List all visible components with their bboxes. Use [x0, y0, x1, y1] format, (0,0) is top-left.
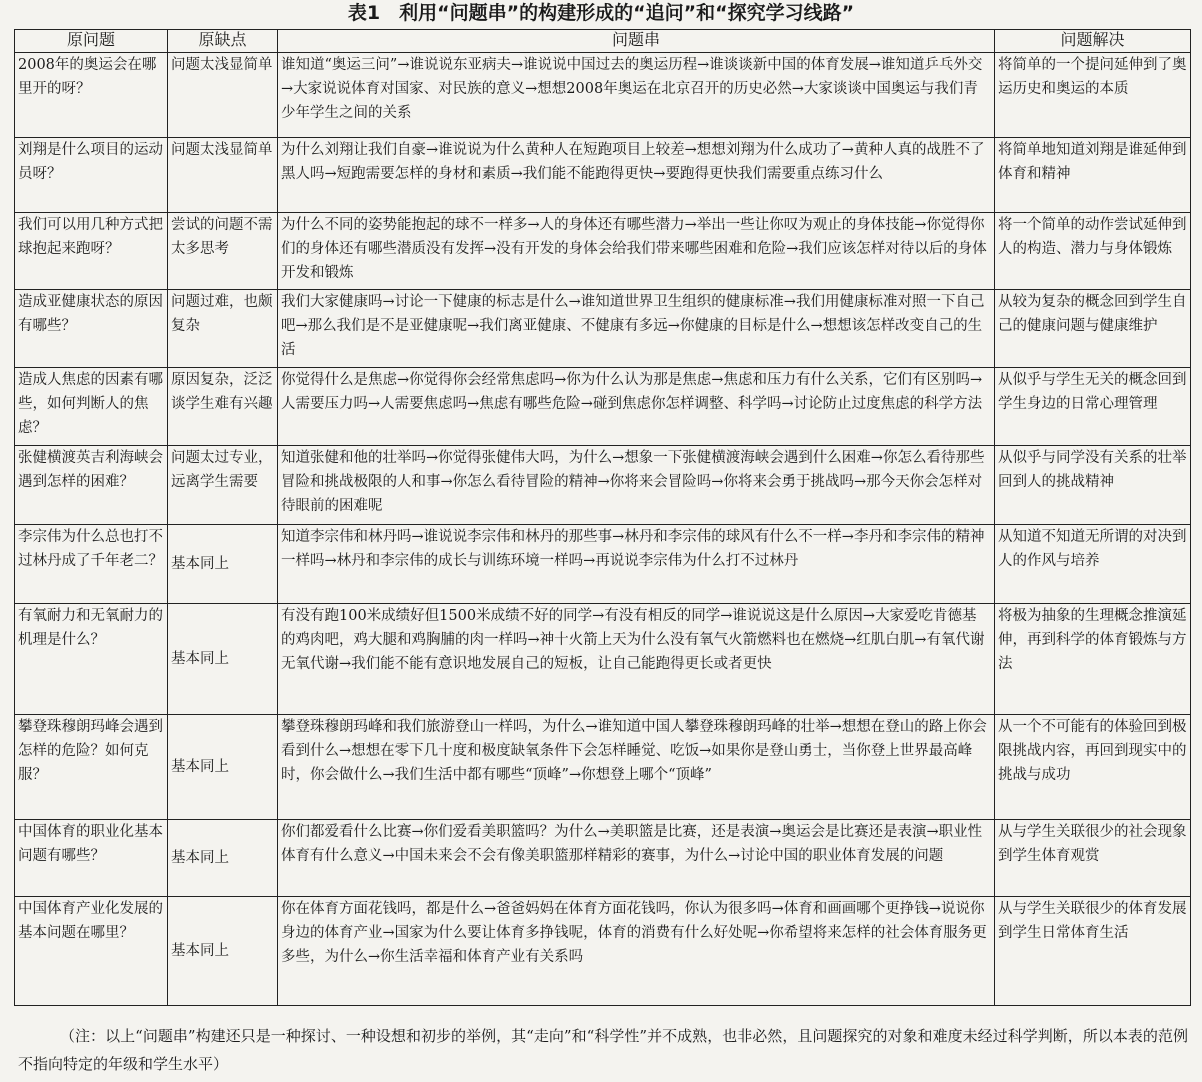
original-question-cell: 2008年的奥运会在哪里开的呀？: [15, 53, 168, 138]
question-chain-cell: 攀登珠穆朗玛峰和我们旅游登山一样吗，为什么→谁知道中国人攀登珠穆朗玛峰的壮举→想想在登山的路上你会看到什么→想想在零下几十度和极度缺氧条件下会怎样睡觉、吃饭→如果你是登山勇士，当你登上世界最高峰时，你会做什么→我们生活中都有哪些“顶峰”→你想登上哪个“顶峰”: [278, 715, 995, 820]
table-row: [15, 820, 1191, 897]
original-question-cell: 造成人焦虑的因素有哪些，如何判断人的焦虑？: [15, 368, 168, 446]
solution-cell: 从一个不可能有的体验回到极限挑战内容，再回到现实中的挑战与成功: [995, 715, 1191, 820]
question-chain-cell: 为什么刘翔让我们自豪→谁说说为什么黄种人在短跑项目上较差→想想刘翔为什么成功了→黄种人真的战胜不了黑人吗→短跑需要怎样的身材和素质→我们能不能跑得更快→要跑得更快我们需要重点练习什么: [278, 138, 995, 213]
question-chain-cell: 你觉得什么是焦虑→你觉得你会经常焦虑吗→你为什么认为那是焦虑→焦虑和压力有什么关系，它们有区别吗→人需要压力吗→人需要焦虑吗→焦虑有哪些危险→碰到焦虑你怎样调整、科学吗→讨论防止过度焦虑的科学方法: [278, 368, 995, 446]
original-question-cell: 中国体育的职业化基本问题有哪些？: [15, 820, 168, 897]
table-row: [15, 138, 1191, 213]
solution-cell: 将极为抽象的生理概念推演延伸，再到科学的体育锻炼与方法: [995, 604, 1191, 715]
question-chain-cell: 知道李宗伟和林丹吗→谁说说李宗伟和林丹的那些事→林丹和李宗伟的球风有什么不一样→李丹和李宗伟的精神一样吗→林丹和李宗伟的成长与训练环境一样吗→再说说李宗伟为什么打不过林丹: [278, 525, 995, 604]
solution-cell: 从知道不知道无所谓的对决到人的作风与培养: [995, 525, 1191, 604]
shortcoming-cell: 基本同上: [168, 525, 278, 604]
shortcoming-cell: 问题过难，也颇复杂: [168, 290, 278, 368]
shortcoming-cell: 基本同上: [168, 897, 278, 1006]
table-row: [15, 53, 1191, 138]
shortcoming-cell: 原因复杂，泛泛谈学生难有兴趣: [168, 368, 278, 446]
question-chain-cell: 你在体育方面花钱吗，都是什么→爸爸妈妈在体育方面花钱吗，你认为很多吗→体育和画画哪个更挣钱→说说你身边的体育产业→国家为什么要让体育多挣钱呢，体育的消费有什么好处呢→你希望将来怎样的社会体育服务更多些，为什么→你生活幸福和体育产业有关系吗: [278, 897, 995, 1006]
table-row: [15, 897, 1191, 1006]
original-question-cell: 造成亚健康状态的原因有哪些？: [15, 290, 168, 368]
table-row: [15, 213, 1191, 290]
solution-cell: 将简单地知道刘翔是谁延伸到体育和精神: [995, 138, 1191, 213]
table-row: [15, 446, 1191, 525]
table-row: [15, 604, 1191, 715]
shortcoming-cell: 基本同上: [168, 820, 278, 897]
table-footnote: （注：以上“问题串”构建还只是一种探讨、一种设想和初步的举例，其“走向”和“科学性”并不成熟，也非必然，且问题探究的对象和难度未经过科学判断，所以本表的范例不指向特定的年级和学生水平）: [18, 1027, 1188, 1073]
question-chain-cell: 知道张健和他的壮举吗→你觉得张健伟大吗，为什么→想象一下张健横渡海峡会遇到什么困难→你怎么看待那些冒险和挑战极限的人和事→你怎么看待冒险的精神→你将来会冒险吗→你将来会勇于挑战吗→那今天你会怎样对待眼前的困难呢: [278, 446, 995, 525]
table-row: [15, 368, 1191, 446]
shortcoming-cell: 尝试的问题不需太多思考: [168, 213, 278, 290]
solution-cell: 从似乎与同学没有关系的壮举回到人的挑战精神: [995, 446, 1191, 525]
solution-cell: 从似乎与学生无关的概念回到学生身边的日常心理管理: [995, 368, 1191, 446]
header-original-shortcoming: 原缺点: [168, 30, 278, 53]
original-question-cell: 刘翔是什么项目的运动员呀？: [15, 138, 168, 213]
solution-cell: 从与学生关联很少的体育发展到学生日常体育生活: [995, 897, 1191, 1006]
shortcoming-cell: 问题太过专业，远离学生需要: [168, 446, 278, 525]
original-question-cell: 李宗伟为什么总也打不过林丹成了千年老二？: [15, 525, 168, 604]
original-question-cell: 我们可以用几种方式把球抱起来跑呀？: [15, 213, 168, 290]
question-chain-cell: 你们都爱看什么比赛→你们爱看美职篮吗？为什么→美职篮是比赛，还是表演→奥运会是比赛还是表演→职业性体育有什么意义→中国未来会不会有像美职篮那样精彩的赛事，为什么→讨论中国的职业体育发展的问题: [278, 820, 995, 897]
shortcoming-cell: 基本同上: [168, 715, 278, 820]
solution-cell: 从与学生关联很少的社会现象到学生体育观赏: [995, 820, 1191, 897]
question-chain-table: [14, 29, 1191, 1006]
question-chain-cell: 我们大家健康吗→讨论一下健康的标志是什么→谁知道世界卫生组织的健康标准→我们用健康标准对照一下自己吧→那么我们是不是亚健康呢→我们离亚健康、不健康有多远→你健康的目标是什么→想想该怎样改变自己的生活: [278, 290, 995, 368]
header-original-question: 原问题: [15, 30, 168, 53]
question-chain-cell: 为什么不同的姿势能抱起的球不一样多→人的身体还有哪些潜力→举出一些让你叹为观止的身体技能→你觉得你们的身体还有哪些潜质没有发挥→没有开发的身体会给我们带来哪些困难和危险→我们应该怎样对待以后的身体开发和锻炼: [278, 213, 995, 290]
solution-cell: 将简单的一个提问延伸到了奥运历史和奥运的本质: [995, 53, 1191, 138]
header-question-chain: 问题串: [278, 30, 995, 53]
table-header-row: [15, 30, 1191, 53]
table-title: 表1 利用“问题串”的构建形成的“追问”和“探究学习线路”: [347, 2, 855, 24]
question-chain-cell: 有没有跑100米成绩好但1500米成绩不好的同学→有没有相反的同学→谁说说这是什么原因→大家爱吃肯德基的鸡肉吧，鸡大腿和鸡胸脯的肉一样吗→神十火箭上天为什么没有氧气火箭燃料也在燃烧→红肌白肌→有氧代谢无氧代谢→我们能不能有意识地发展自己的短板，让自己能跑得更长或者更快: [278, 604, 995, 715]
original-question-cell: 中国体育产业化发展的基本问题在哪里？: [15, 897, 168, 1006]
original-question-cell: 张健横渡英吉利海峡会遇到怎样的困难？: [15, 446, 168, 525]
question-chain-cell: 谁知道“奥运三问”→谁说说东亚病夫→谁说说中国过去的奥运历程→谁谈谈新中国的体育发展→谁知道乒乓外交→大家说说体育对国家、对民族的意义→想想2008年奥运在北京召开的历史必然→大家谈谈中国奥运与我们青少年学生之间的关系: [278, 53, 995, 138]
shortcoming-cell: 问题太浅显简单: [168, 53, 278, 138]
shortcoming-cell: 问题太浅显简单: [168, 138, 278, 213]
original-question-cell: 有氧耐力和无氧耐力的机理是什么？: [15, 604, 168, 715]
table-row: [15, 290, 1191, 368]
table-row: [15, 715, 1191, 820]
solution-cell: 将一个简单的动作尝试延伸到人的构造、潜力与身体锻炼: [995, 213, 1191, 290]
original-question-cell: 攀登珠穆朗玛峰会遇到怎样的危险？如何克服？: [15, 715, 168, 820]
solution-cell: 从较为复杂的概念回到学生自己的健康问题与健康维护: [995, 290, 1191, 368]
header-problem-solution: 问题解决: [995, 30, 1191, 53]
table-row: [15, 525, 1191, 604]
shortcoming-cell: 基本同上: [168, 604, 278, 715]
